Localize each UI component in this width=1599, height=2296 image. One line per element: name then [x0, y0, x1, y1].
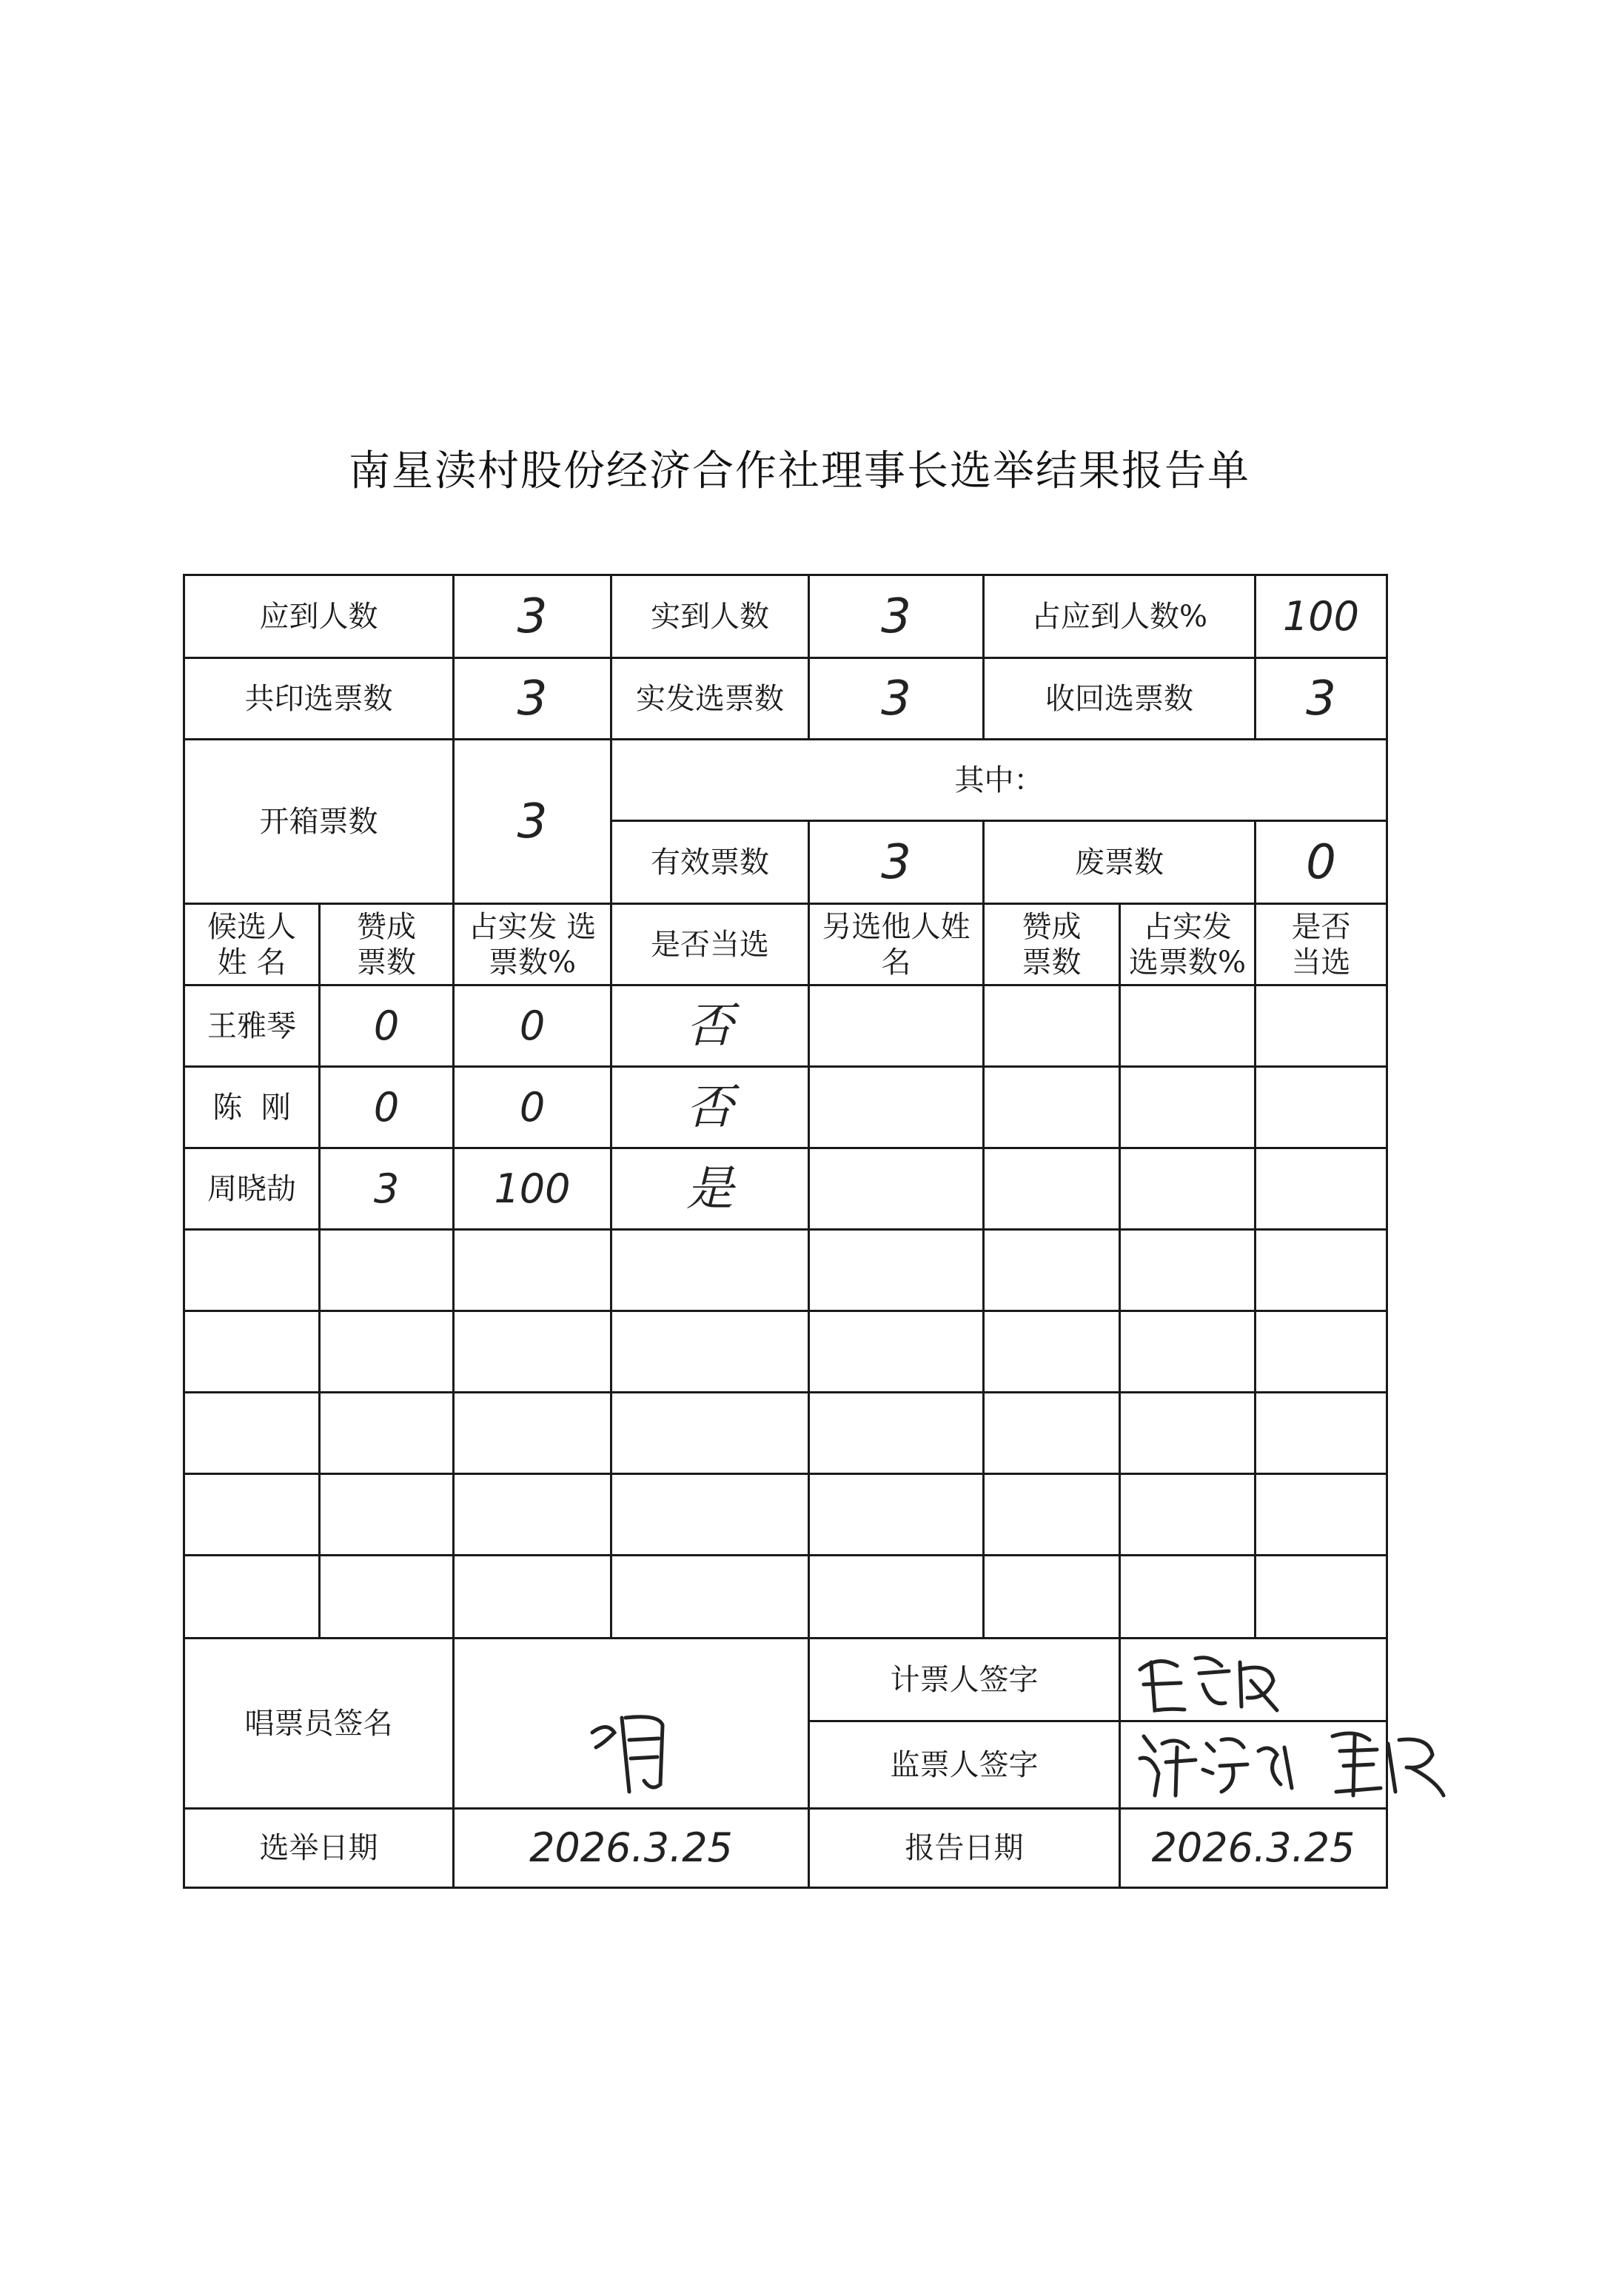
table-cell: [452, 1473, 612, 1556]
table-cell: [808, 1473, 985, 1556]
table-cell: [808, 1310, 985, 1393]
label-returned: 收回选票数: [982, 657, 1256, 740]
candidate-elected: 是: [610, 1147, 810, 1231]
table-cell: [982, 1228, 1121, 1312]
table-cell: [610, 1310, 810, 1393]
candidate-elected: 否: [610, 984, 810, 1068]
table-cell: [808, 1554, 985, 1639]
label-election-date: 选举日期: [183, 1807, 455, 1889]
table-cell: [452, 1391, 612, 1475]
table-cell: [1254, 1310, 1388, 1393]
counter-signature: [1129, 1640, 1292, 1721]
table-cell: [982, 1147, 1121, 1231]
value-printed: 3: [452, 657, 612, 740]
supervisor-signature: [1133, 1714, 1458, 1807]
table-cell: [982, 1391, 1121, 1475]
header-candidate-name: 候选人 姓 名: [183, 903, 321, 986]
caller-signature: [577, 1688, 696, 1799]
table-cell: [452, 1310, 612, 1393]
candidate-elected: 否: [610, 1065, 810, 1149]
table-cell: [1254, 1391, 1388, 1475]
label-expected: 应到人数: [183, 574, 455, 659]
candidate-percent: 0: [452, 1065, 612, 1149]
label-issued: 实发选票数: [610, 657, 810, 740]
value-returned: 3: [1254, 657, 1388, 740]
header-other-elected: 是否 当选: [1254, 903, 1388, 986]
candidate-percent: 0: [452, 984, 612, 1068]
table-cell: [610, 1228, 810, 1312]
label-percent: 占应到人数%: [982, 574, 1256, 659]
table-cell: [808, 1065, 985, 1149]
header-percent: 占实发 选 票数%: [452, 903, 612, 986]
table-cell: [808, 1391, 985, 1475]
table-cell: [808, 1147, 985, 1231]
table-cell: [610, 1554, 810, 1639]
label-counter: 计票人签字: [808, 1637, 1121, 1722]
header-other-votes: 赞成 票数: [982, 903, 1121, 986]
table-cell: [982, 1065, 1121, 1149]
header-elected: 是否当选: [610, 903, 810, 986]
label-opened: 开箱票数: [183, 738, 455, 905]
label-printed: 共印选票数: [183, 657, 455, 740]
table-cell: [318, 1310, 455, 1393]
label-report-date: 报告日期: [808, 1807, 1121, 1889]
table-cell: [183, 1554, 321, 1639]
table-cell: [183, 1473, 321, 1556]
table-cell: [808, 1228, 985, 1312]
candidate-percent: 100: [452, 1147, 612, 1231]
value-present: 3: [808, 574, 985, 659]
table-cell: [1119, 1065, 1256, 1149]
table-cell: [808, 984, 985, 1068]
table-cell: [1119, 1473, 1256, 1556]
candidate-name: 周晓劼: [183, 1147, 321, 1231]
table-cell: [1119, 1391, 1256, 1475]
value-report-date: 2026.3.25: [1119, 1807, 1388, 1889]
candidate-name: 王雅琴: [183, 984, 321, 1068]
table-cell: [183, 1391, 321, 1475]
table-cell: [318, 1391, 455, 1475]
table-cell: [452, 1228, 612, 1312]
table-cell: [1119, 1554, 1256, 1639]
header-votes: 赞成 票数: [318, 903, 455, 986]
table-cell: [1254, 1228, 1388, 1312]
table-cell: [452, 1554, 612, 1639]
value-percent: 100: [1254, 574, 1388, 659]
table-cell: [318, 1228, 455, 1312]
table-cell: [982, 1554, 1121, 1639]
table-cell: [183, 1310, 321, 1393]
value-expected: 3: [452, 574, 612, 659]
label-valid: 有效票数: [610, 820, 810, 905]
value-election-date: 2026.3.25: [452, 1807, 810, 1889]
header-other-name: 另选他人姓 名: [808, 903, 985, 986]
table-cell: [1119, 1228, 1256, 1312]
value-opened: 3: [452, 738, 612, 905]
label-invalid: 废票数: [982, 820, 1256, 905]
label-caller: 唱票员签名: [183, 1637, 455, 1810]
table-cell: [1119, 1310, 1256, 1393]
candidate-name: 陈 刚: [183, 1065, 321, 1149]
table-cell: [982, 984, 1121, 1068]
table-cell: [1254, 1065, 1388, 1149]
candidate-votes: 0: [318, 1065, 455, 1149]
table-cell: [1254, 984, 1388, 1068]
table-cell: [982, 1473, 1121, 1556]
table-cell: [1119, 1147, 1256, 1231]
header-other-percent: 占实发 选票数%: [1119, 903, 1256, 986]
table-cell: [1254, 1554, 1388, 1639]
table-cell: [318, 1554, 455, 1639]
table-cell: [1254, 1473, 1388, 1556]
table-cell: [610, 1391, 810, 1475]
candidate-votes: 3: [318, 1147, 455, 1231]
table-cell: [1254, 1147, 1388, 1231]
table-cell: [183, 1228, 321, 1312]
label-supervisor: 监票人签字: [808, 1720, 1121, 1810]
candidate-votes: 0: [318, 984, 455, 1068]
page-title: 南星渎村股份经济合作社理事长选举结果报告单: [349, 447, 1250, 495]
table-cell: [982, 1310, 1121, 1393]
label-present: 实到人数: [610, 574, 810, 659]
table-cell: [1119, 984, 1256, 1068]
value-valid: 3: [808, 820, 985, 905]
table-cell: [318, 1473, 455, 1556]
value-invalid: 0: [1254, 820, 1388, 905]
label-among: 其中：: [610, 738, 1388, 822]
value-issued: 3: [808, 657, 985, 740]
table-cell: [610, 1473, 810, 1556]
